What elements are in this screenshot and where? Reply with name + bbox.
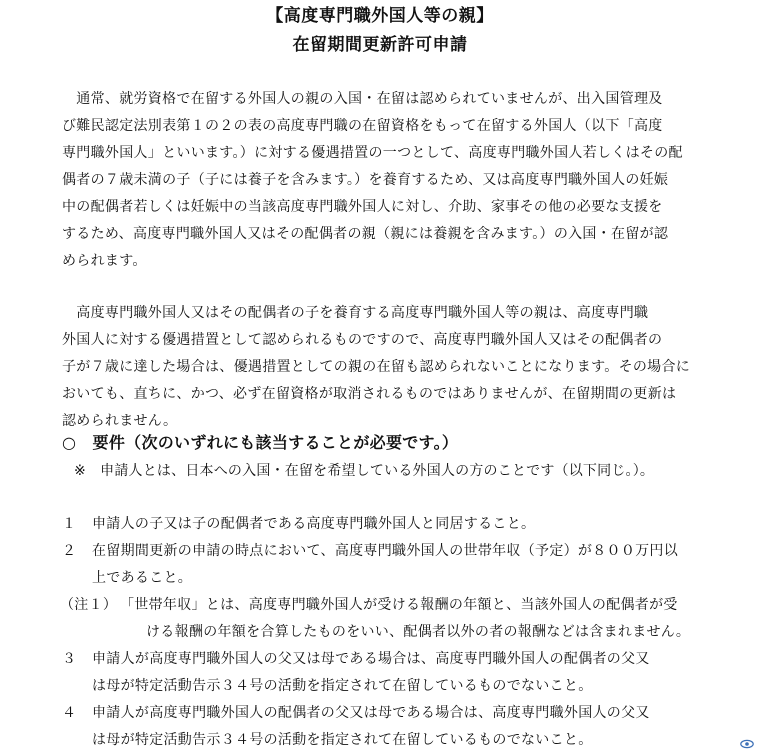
item-number: ２	[62, 543, 77, 559]
applicant-definition-note: ※ 申請人とは、日本への入国・在留を希望している外国人の方のことです（以下同じ。）。	[74, 463, 655, 479]
text-line: び難民認定法別表第１の２の表の高度専門職の在留資格をもって在留する外国人（以下「高度	[62, 118, 663, 134]
text-line: められます。	[62, 253, 147, 269]
item-body	[92, 511, 535, 538]
note-number: （注１）	[60, 597, 118, 613]
text-line: は母が特定活動告示３４号の活動を指定されて在留しているものでないこと。	[92, 732, 593, 748]
item-number: ４	[62, 705, 77, 721]
text-line: 申請人の子又は子の配偶者である高度専門職外国人と同居すること。	[92, 516, 536, 532]
text-line: するため、高度専門職外国人又はその配偶者の親（親には養親を含みます。）の入国・在留が認	[62, 226, 669, 242]
item-number: ３	[62, 651, 77, 667]
text-line: おいても、直ちに、かつ、必ず在留資格が取消されるものではありませんが、在留期間の更新は	[62, 386, 677, 402]
text-line: 認められません。	[62, 413, 178, 429]
text-line: 子が７歳に達した場合は、優遇措置としての親の在留も認められないことになります。その場合に	[62, 359, 691, 375]
eye-logo-icon	[740, 734, 754, 744]
item-number: １	[62, 516, 77, 532]
item-body	[92, 646, 650, 700]
item-body	[92, 538, 678, 592]
intro-paragraph-2	[62, 300, 702, 435]
text-line: 通常、就労資格で在留する外国人の親の入国・在留は認められていませんが、出入国管理及	[62, 91, 663, 107]
document-title-line2: 在留期間更新許可申請	[292, 35, 468, 55]
text-line: ける報酬の年額を合算したものをいい、配偶者以外の者の報酬などは含まれません。	[146, 624, 691, 640]
text-line: 申請人が高度専門職外国人の配偶者の父又は母である場合は、高度専門職外国人の父又	[92, 705, 650, 721]
text-line: 高度専門職外国人又はその配偶者の子を養育する高度専門職外国人等の親は、高度専門職	[62, 305, 649, 321]
text-line: 外国人に対する優遇措置として認められるものですので、高度専門職外国人又はその配偶者の	[62, 332, 663, 348]
text-line: 「世帯年収」とは、高度専門職外国人が受ける報酬の年額と、当該外国人の配偶者が受	[120, 597, 678, 613]
text-line: 中の配偶者若しくは妊娠中の当該高度専門職外国人に対し、介助、家事その他の必要な支援を	[62, 199, 663, 215]
text-line: 専門職外国人」といいます。）に対する優遇措置の一つとして、高度専門職外国人若しくはその配	[62, 145, 683, 161]
requirements-heading: ○ 要件（次のいずれにも該当することが必要です。）	[62, 433, 459, 452]
item-body	[92, 700, 650, 754]
intro-paragraph-1	[62, 86, 702, 275]
text-line: 在留期間更新の申請の時点において、高度専門職外国人の世帯年収（予定）が８００万円以	[92, 543, 679, 559]
text-line: 偶者の７歳未満の子（子には養子を含みます。）を養育するため、又は高度専門職外国人の妊娠	[62, 172, 669, 188]
text-line: 上であること。	[92, 570, 193, 586]
note-body	[120, 592, 690, 646]
document-title-line1: 【高度専門職外国人等の親】	[266, 6, 494, 26]
text-line: 申請人が高度専門職外国人の父又は母である場合は、高度専門職外国人の配偶者の父又	[92, 651, 650, 667]
text-line: は母が特定活動告示３４号の活動を指定されて在留しているものでないこと。	[92, 678, 593, 694]
